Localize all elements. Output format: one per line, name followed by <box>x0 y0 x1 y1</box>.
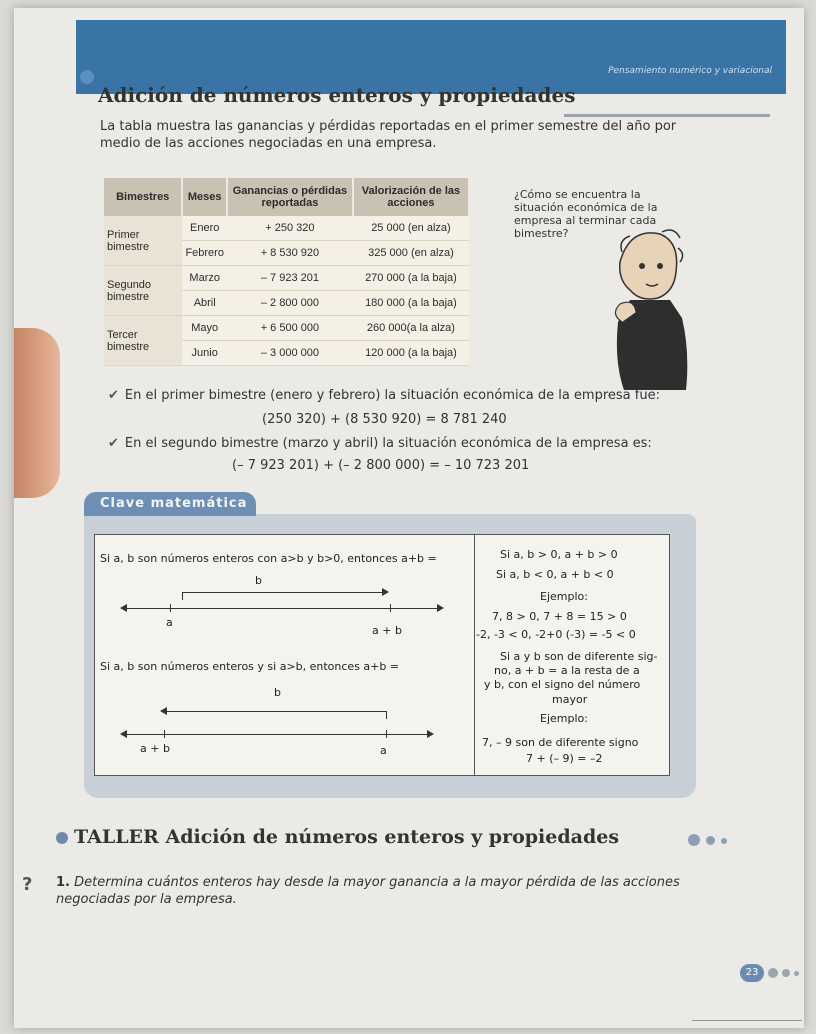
clave-line: Si a, b < 0, a + b < 0 <box>496 568 614 581</box>
mes-cell: Mayo <box>182 316 227 341</box>
fact-primer-bimestre <box>108 388 660 403</box>
number-line-bottom <box>127 734 427 735</box>
arrow-right-icon <box>427 730 434 738</box>
bimestre-cell: Segundo bimestre <box>104 266 182 316</box>
table-row <box>104 266 469 291</box>
arrow-left-icon <box>120 730 127 738</box>
arrow-left-icon <box>160 707 167 715</box>
page-title: Adición de números enteros y propiedades <box>98 83 576 107</box>
mes-cell: Enero <box>182 216 227 241</box>
col-meses: Meses <box>182 178 227 216</box>
stock-table <box>104 178 470 366</box>
decor-dot-icon <box>768 968 778 978</box>
thinking-question: ¿Cómo se encuentra la situación económica de la empresa al terminar cada bimestre? <box>514 188 658 240</box>
tick-a <box>170 604 171 612</box>
clave-rule-positive: Si a, b son números enteros con a>b y b>0, entonces a+b = <box>100 552 437 565</box>
ganancia-cell: + 8 530 920 <box>227 241 353 266</box>
bimestre-cell: Primer bimestre <box>104 216 182 266</box>
bracket-tick <box>182 592 183 600</box>
clave-line: Si a, b > 0, a + b > 0 <box>500 548 618 561</box>
title-bullet-icon <box>80 70 94 84</box>
mes-cell: Febrero <box>182 241 227 266</box>
arrow-right-icon <box>437 604 444 612</box>
col-bimestres: Bimestres <box>104 178 182 216</box>
thumb-photo <box>14 328 60 498</box>
decor-dot-icon <box>721 838 727 844</box>
number-line-label-a-plus-b: a + b <box>372 624 402 637</box>
clave-line: mayor <box>552 693 588 706</box>
number-line-label-b: b <box>255 574 262 587</box>
valor-cell: 325 000 (en alza) <box>353 241 469 266</box>
decor-dot-icon <box>794 971 799 976</box>
clave-line: -2, -3 < 0, -2+0 (-3) = -5 < 0 <box>476 628 636 641</box>
page-number: 23 <box>740 964 764 982</box>
ganancia-cell: – 7 923 201 <box>227 266 353 291</box>
number-line-label-a: a <box>380 744 387 757</box>
mes-cell: Junio <box>182 341 227 366</box>
fact-text: En el primer bimestre (enero y febrero) la situación económica de la empresa fue: <box>124 388 660 403</box>
valor-cell: 260 000(a la alza) <box>353 316 469 341</box>
exercise-1 <box>56 874 746 908</box>
decor-dot-icon <box>706 836 715 845</box>
col-ganancias: Ganancias o pérdidas reportadas <box>227 178 353 216</box>
b-bracket-line <box>167 711 387 712</box>
decor-dot-icon <box>688 834 700 846</box>
fact-equation: (– 7 923 201) + (– 2 800 000) = – 10 723 201 <box>232 458 530 473</box>
fact-segundo-bimestre <box>108 436 652 451</box>
ganancia-cell: + 6 500 000 <box>227 316 353 341</box>
bracket-tick <box>386 711 387 719</box>
arrow-right-icon <box>382 588 389 596</box>
valor-cell: 120 000 (a la baja) <box>353 341 469 366</box>
table-row <box>104 316 469 341</box>
clave-title: Clave matemática <box>100 496 248 511</box>
tick-a <box>386 730 387 738</box>
valor-cell: 270 000 (a la baja) <box>353 266 469 291</box>
check-icon: ✔ <box>108 388 119 403</box>
check-icon: ✔ <box>108 436 119 451</box>
bimestre-cell: Tercer bimestre <box>104 316 182 366</box>
tick-a-plus-b <box>390 604 391 612</box>
clave-line: Ejemplo: <box>540 590 588 603</box>
taller-bullet-icon <box>56 832 68 844</box>
clave-line: 7 + (– 9) = –2 <box>526 752 603 765</box>
col-valorizacion: Valorización de las acciones <box>353 178 469 216</box>
decor-dot-icon <box>782 969 790 977</box>
number-line-label-a: a <box>166 616 173 629</box>
valor-cell: 25 000 (en alza) <box>353 216 469 241</box>
clave-rule-general: Si a, b son números enteros y si a>b, entonces a+b = <box>100 660 400 673</box>
ganancia-cell: – 2 800 000 <box>227 291 353 316</box>
clave-line: 7, 8 > 0, 7 + 8 = 15 > 0 <box>492 610 627 623</box>
arrow-left-icon <box>120 604 127 612</box>
clave-line: Si a y b son de diferente sig- <box>500 650 658 663</box>
number-line-label-a-plus-b: a + b <box>140 742 170 755</box>
clave-line: Ejemplo: <box>540 712 588 725</box>
tick-a-plus-b <box>164 730 165 738</box>
b-bracket-line <box>182 592 382 593</box>
thinking-character-illustration <box>600 222 690 392</box>
bottom-rule <box>692 1020 802 1021</box>
question-badge-icon: ? <box>22 874 33 895</box>
title-rule <box>564 114 770 117</box>
section-label: Pensamiento numérico y variacional <box>608 66 772 76</box>
clave-line: y b, con el signo del número <box>484 678 641 691</box>
taller-title: TALLER Adición de números enteros y propiedades <box>74 826 620 848</box>
clave-line: 7, – 9 son de diferente signo <box>482 736 639 749</box>
exercise-text: Determina cuántos enteros hay desde la mayor ganancia a la mayor pérdida de las acciones negociadas por la empresa. <box>56 875 680 907</box>
table-row <box>104 216 469 241</box>
clave-line: no, a + b = a la resta de a <box>494 664 640 677</box>
mes-cell: Marzo <box>182 266 227 291</box>
valor-cell: 180 000 (a la baja) <box>353 291 469 316</box>
intro-paragraph: La tabla muestra las ganancias y pérdidas reportadas en el primer semestre del año por medio de las acciones negociadas en una empresa. <box>100 119 677 151</box>
ganancia-cell: + 250 320 <box>227 216 353 241</box>
mes-cell: Abril <box>182 291 227 316</box>
ganancia-cell: – 3 000 000 <box>227 341 353 366</box>
fact-equation: (250 320) + (8 530 920) = 8 781 240 <box>262 412 507 427</box>
number-line-label-b: b <box>274 686 281 699</box>
exercise-number: 1. <box>56 875 70 890</box>
clave-divider <box>474 534 475 776</box>
fact-text: En el segundo bimestre (marzo y abril) la situación económica de la empresa es: <box>124 436 652 451</box>
